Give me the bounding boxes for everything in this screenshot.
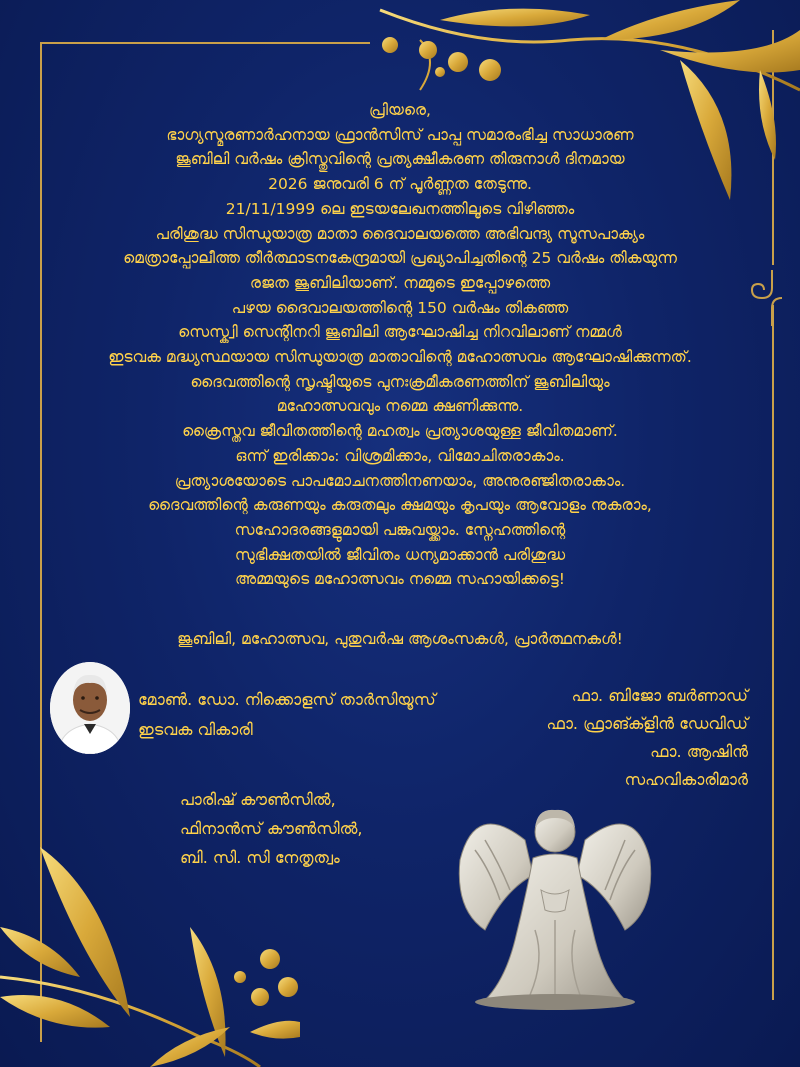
- message-line: സെസ്ക്വി സെന്റിനറി ജൂബിലി ആഘോഷിച്ച നിറവിലാണ് നമ്മൾ: [178, 323, 622, 342]
- message-line: ഭാഗ്യസ്മരണാർഹനായ ഫ്രാൻസിസ് പാപ്പ സമാരംഭിച്ച സാധാരണ: [166, 125, 634, 144]
- frame-top-line: [40, 42, 370, 44]
- message-line: ജൂബിലി വർഷം ക്രിസ്തുവിന്റെ പ്രത്യക്ഷീകരണ തിരുനാൾ ദിനമായ: [175, 150, 625, 169]
- council-line: പാരിഷ് കൗൺസിൽ,: [180, 790, 336, 809]
- message-line: ദൈവത്തിന്റെ സൃഷ്ടിയുടെ പുനഃക്രമീകരണത്തിന് ജൂബിലിയും: [190, 372, 610, 391]
- vicar-title: ഇടവക വികാരി: [138, 720, 253, 739]
- frame-right-lower-line: [772, 305, 774, 1000]
- message-line: സഹോദരങ്ങളുമായി പങ്കുവയ്ക്കാം. സ്നേഹത്തിന്റെ: [234, 520, 566, 539]
- jubilee-message: [60, 98, 740, 592]
- angel-statue-icon: [455, 780, 655, 1010]
- message-line: ഒന്ന് ഇരിക്കാം: വിശ്രമിക്കാം, വിമോചിതരാകാം.: [235, 446, 565, 465]
- council-line: ബി. സി. സി നേതൃത്വം: [180, 848, 340, 867]
- message-line: പഴയ ദൈവാലയത്തിന്റെ 150 വർഷം തികഞ്ഞ: [231, 298, 569, 317]
- assistant-vicar-name: ഫാ. ആഷിൻ: [650, 742, 748, 761]
- message-line: അമ്മയുടെ മഹോത്സവം നമ്മെ സഹായിക്കട്ടെ!: [235, 570, 565, 589]
- message-line: പരിശുദ്ധ സിന്ധുയാത്ര മാതാ ദൈവാലയത്തെ അഭിവന്ദ്യ സൂസപാക്യം: [155, 224, 645, 243]
- council-line: ഫിനാൻസ് കൗൺസിൽ,: [180, 819, 363, 838]
- vicar-name: മോൺ. ഡോ. നിക്കൊളസ് താർസിയൂസ്: [138, 690, 436, 709]
- message-line: 2026 ജനുവരി 6 ന് പൂർണ്ണത തേടുന്നു.: [268, 175, 532, 194]
- assistant-vicar-name: ഫാ. ബിജോ ബർണാഡ്: [571, 686, 748, 705]
- message-line: സുഭിക്ഷതയിൽ ജീവിതം ധന്യമാക്കാൻ പരിശുദ്ധ: [234, 545, 566, 564]
- message-line: പ്രത്യാശയോടെ പാപമോചനത്തിനണയാം, അനുരഞ്ജിതരാകാം.: [174, 471, 626, 490]
- message-line: രജത ജൂബിലിയാണ്. നമ്മുടെ ഇപ്പോഴത്തെ: [249, 273, 551, 292]
- message-line: ദൈവത്തിന്റെ കരുണയും കരുതലും ക്ഷമയും കൃപയും ആവോളം നുകരാം,: [148, 496, 652, 515]
- message-line: മഹോത്സവവും നമ്മെ ക്ഷണിക്കുന്നു.: [276, 397, 524, 416]
- assistant-vicar-name: ഫാ. ഫ്രാങ്ക്ളിൻ ഡേവിഡ്: [546, 714, 748, 733]
- message-line: പ്രിയരെ,: [369, 101, 431, 119]
- message-line: 21/11/1999 ലെ ഇടയലേഖനത്തിലൂടെ വിഴിഞ്ഞം: [225, 199, 575, 218]
- message-line: മെത്രാപ്പോലീത്ത തീർത്ഥാടനകേന്ദ്രമായി പ്രഖ്യാപിച്ചതിന്റെ 25 വർഷം തികയുന്ന: [123, 249, 677, 268]
- message-line: ഇടവക മദ്ധ്യസ്ഥയായ സിന്ധുയാത്ര മാതാവിന്റെ മഹോത്സവം ആഘോഷിക്കുന്നത്.: [108, 348, 692, 367]
- greeting-line: ജൂബിലി, മഹോത്സവ, പുതുവർഷ ആശംസകൾ, പ്രാർത്ഥനകൾ!: [177, 630, 623, 648]
- assistant-vicars-title: സഹവികാരിമാർ: [624, 770, 748, 789]
- message-line: ക്രൈസ്തവ ജീവിതത്തിന്റെ മഹത്വം പ്രത്യാശയുള്ള ജീവിതമാണ്.: [182, 422, 618, 441]
- portrait-icon: [50, 662, 130, 754]
- vicar-portrait: [50, 662, 130, 754]
